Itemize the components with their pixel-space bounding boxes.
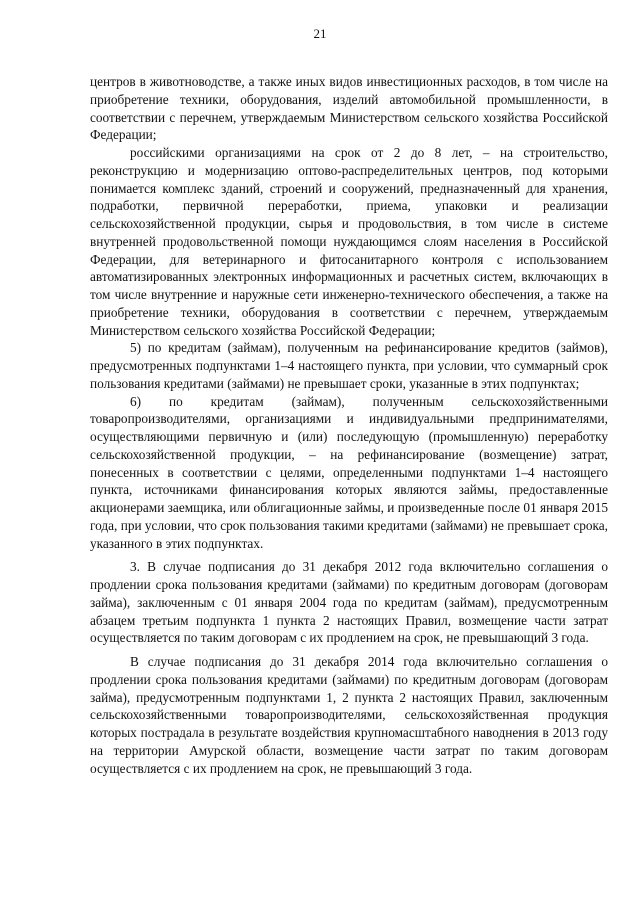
paragraph-russian-organizations: российскими организациями на срок от 2 до 8 лет, – на строительство, реконструкцию и модернизацию оптово-распределительных центров, под которыми понимается комплекс зданий, строений и сооружений, предназначенный для хранения, подработки, первичной переработки, приема, упаковки и реализации сельскохозяйственной продукции, сырья и продовольствия, в том числе в системе внутренней продовольственной помощи нуждающимся слоям населения в Российской Федерации, для ветеринарного и фитосанитарного контроля с использованием автоматизированных электронных информационных и расчетных систем, включающих в том числе внутренние и наружные сети инженерно-технического обеспечения, а также на приобретение техники, оборудования в соответствии с перечнем, утверждаемым Министерством сельского хозяйства Российской Федерации; (90, 145, 608, 338)
document-body (90, 73, 608, 777)
paragraph-2014-case: В случае подписания до 31 декабря 2014 года включительно соглашения о продлении срока пользования кредитами (займами) по кредитным договорам (договорам займа), предусмотренным подпунктами 1, 2 пункта 2 настоящих Правил, заключенным сельскохозяйственными товаропроизводителями, сельскохозяйственная продукция которых пострадала в результате воздействия крупномасштабного наводнения в 2013 году на территории Амурской области, возмещение части затрат по таким договорам осуществляется с их продлением на срок, не превышающий 3 года. (90, 654, 608, 776)
paragraph-item-5: 5) по кредитам (займам), полученным на рефинансирование кредитов (займов), предусмотренных подпунктами 1–4 настоящего пункта, при условии, что суммарный срок пользования кредитами (займами) не превышает сроки, указанные в этих подпунктах; (90, 340, 608, 391)
page-number: 21 (313, 26, 327, 41)
paragraph-item-6: 6) по кредитам (займам), полученным сельскохозяйственными товаропроизводителями, организациями и индивидуальными предпринимателями, осуществляющими первичную и (или) последующую (промышленную) переработку сельскохозяйственной продукции, – на рефинансирование (возмещение) затрат, понесенных в соответствии с целями, определенными подпунктами 1–4 настоящего пункта, источниками финансирования которых являются займы, предоставленные акционерами заемщика, или облигационные займы, и произведенные после 01 января 2015 года, при условии, что срок пользования такими кредитами (займами) не превышает срока, указанного в этих подпунктах. (90, 393, 609, 551)
paragraph-continuation: центров в животноводстве, а также иных видов инвестиционных расходов, в том числе на приобретение техники, оборудования, изделий автомобильной промышленности, в соответствии с перечнем, утверждаемым Министерством сельского хозяйства Российской Федерации; (90, 74, 608, 143)
paragraph-section-3: 3. В случае подписания до 31 декабря 2012 года включительно соглашения о продлении срока пользования кредитами (займами) по кредитным договорам (договорам займа), заключенным с 01 января 2004 года по кредитам (займам), предусмотренным абзацем третьим подпункта 1 пункта 2 настоящих Правил, возмещение части затрат осуществляется по таким договорам с их продлением на срок, не превышающий 3 года. (90, 559, 608, 646)
